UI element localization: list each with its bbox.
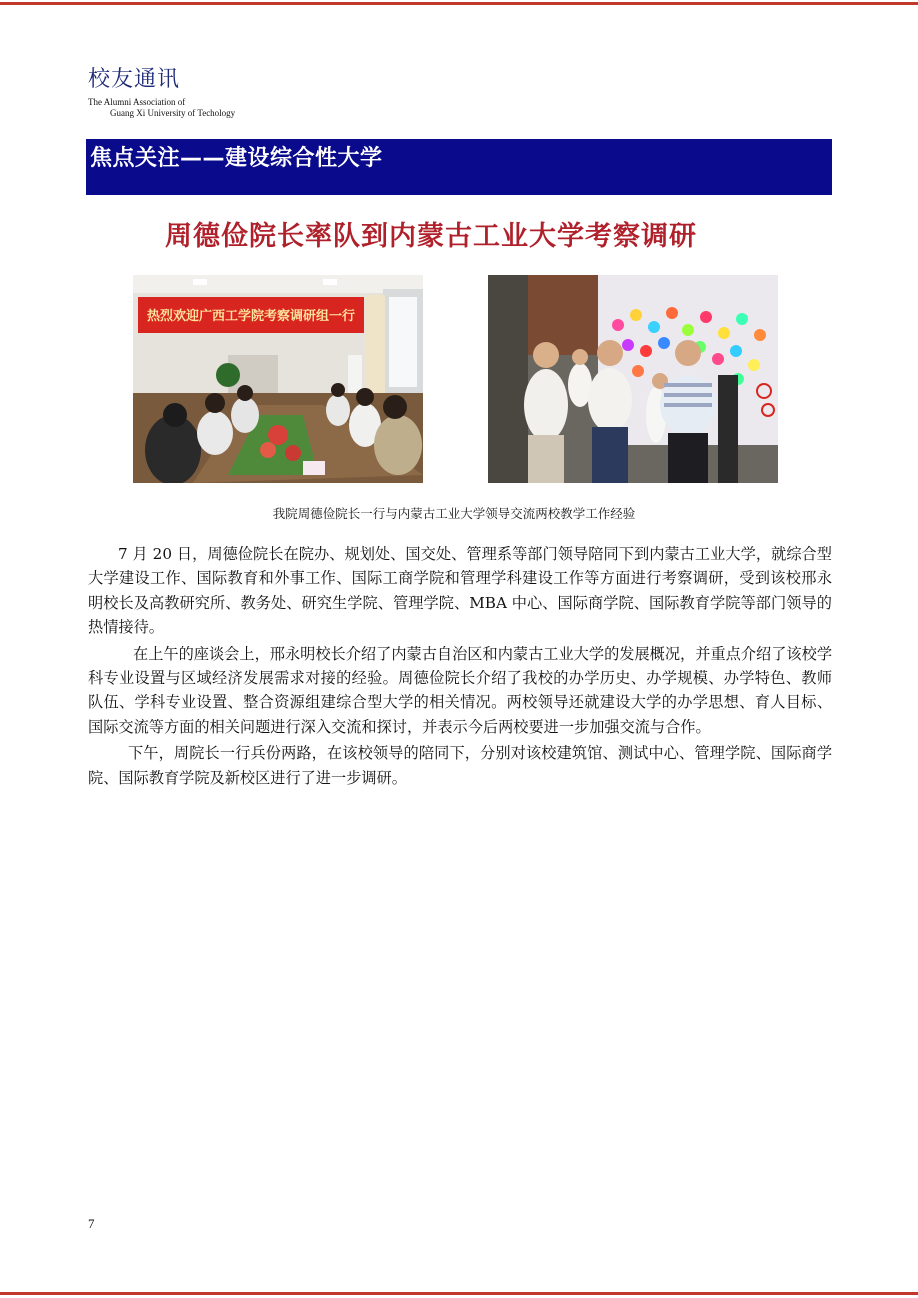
masthead bbox=[88, 66, 235, 119]
masthead-subtitle-line2: Guang Xi University of Techology bbox=[110, 108, 236, 118]
welcome-banner-text: 热烈欢迎广西工学院考察调研组一行 bbox=[146, 309, 356, 324]
paragraph-1: 7 月 20 日，周德俭院长在院办、规划处、国交处、管理系等部门领导陪同下到内蒙古工业大学，就综合型大学建设工作、国际教育和外事工作、国际工商学院和管理学科建设工作等方面进行考察调研，受到该校邢永明校长及高教研究所、教务处、研究生学院、管理学院、MBA 中心、国际商学院、国际教育学院等部门领导的热情接待。 bbox=[88, 545, 832, 637]
paragraph-3: 下午，周院长一行兵份两路，在该校领导的陪同下，分别对该校建筑馆、测试中心、管理学院、国际商学院、国际教育学院及新校区进行了进一步调研。 bbox=[88, 744, 832, 787]
masthead-subtitle-line1: The Alumni Association of bbox=[88, 97, 186, 107]
top-rule bbox=[0, 2, 918, 5]
masthead-title: 校友通讯 bbox=[88, 67, 181, 92]
visit-photo bbox=[488, 275, 778, 483]
meeting-photo bbox=[133, 275, 423, 483]
article-headline: 周德俭院长率队到内蒙古工业大学考察调研 bbox=[165, 221, 697, 252]
bottom-rule bbox=[0, 1292, 918, 1295]
paragraph-2: 在上午的座谈会上，邢永明校长介绍了内蒙古自治区和内蒙古工业大学的发展概况，并重点介绍了该校学科专业设置与区域经济发展需求对接的经验。周德俭院长介绍了我校的办学历史、办学规模、办学特色、教师队伍、学科专业设置、整合资源组建综合型大学的相关情况。两校领导还就建设大学的办学思想、育人目标、国际交流等方面的相关问题进行深入交流和探讨，并表示今后两校要进一步加强交流与合作。 bbox=[88, 644, 832, 736]
page-number: 7 bbox=[88, 1216, 95, 1231]
section-banner-title: 焦点关注——建设综合性大学 bbox=[90, 146, 383, 171]
photo-caption: 我院周德俭院长一行与内蒙古工业大学领导交流两校教学工作经验 bbox=[272, 506, 636, 521]
section-banner bbox=[86, 139, 832, 195]
article-body bbox=[88, 542, 832, 790]
